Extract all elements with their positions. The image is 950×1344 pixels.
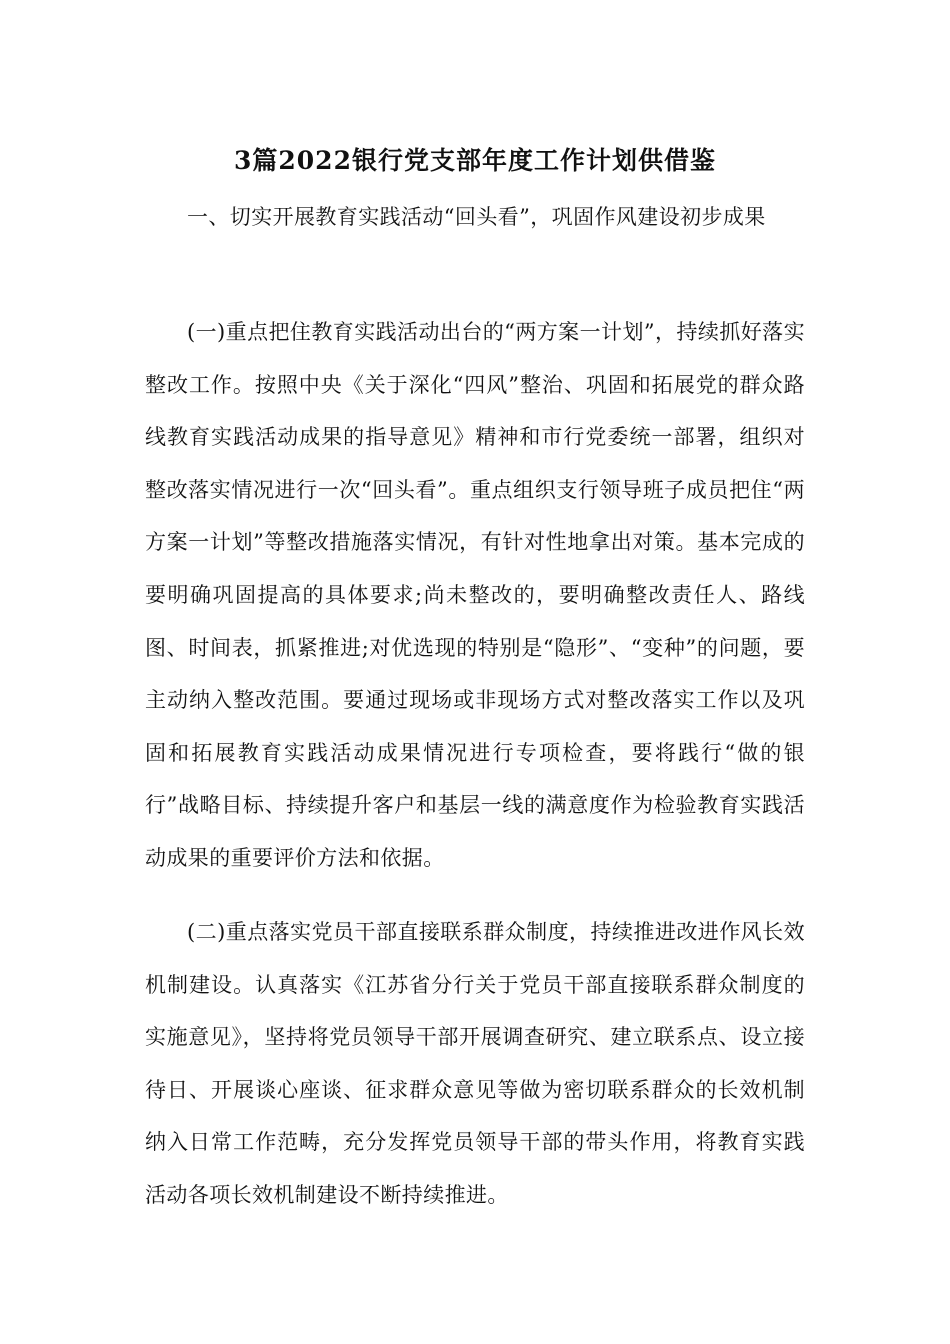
paragraph-1: (一)重点把住教育实践活动出台的“两方案一计划”，持续抓好落实整改工作。按照中央《关于深化“四风”整治、巩固和拓展党的群众路线教育实践活动成果的指导意见》精神和市行党委统一部署，组织对整改落实情况进行一次“回头看”。重点组织支行领导班子成员把住“两方案一计划”等整改措施落实情况，有针对性地拿出对策。基本完成的要明确巩固提高的具体要求;尚未整改的，要明确整改责任人、路线图、时间表，抓紧推进;对优选现的特别是“隐形”、“变种”的问题，要主动纳入整改范围。要通过现场或非现场方式对整改落实工作以及巩固和拓展教育实践活动成果情况进行专项检查，要将践行“做的银行”战略目标、持续提升客户和基层一线的满意度作为检验教育实践活动成果的重要评价方法和依据。 bbox=[145, 320, 805, 870]
document-title: 3篇2022银行党支部年度工作计划供借鉴 bbox=[234, 146, 716, 175]
section-heading: 一、切实开展教育实践活动“回头看”，巩固作风建设初步成果 bbox=[187, 205, 766, 229]
paragraph-2: (二)重点落实党员干部直接联系群众制度，持续推进改进作风长效机制建设。认真落实《江苏省分行关于党员干部直接联系群众制度的实施意见》，坚持将党员领导干部开展调查研究、建立联系点、设立接待日、开展谈心座谈、征求群众意见等做为密切联系群众的长效机制纳入日常工作范畴，充分发挥党员领导干部的带头作用，将教育实践活动各项长效机制建设不断持续推进。 bbox=[145, 920, 805, 1207]
